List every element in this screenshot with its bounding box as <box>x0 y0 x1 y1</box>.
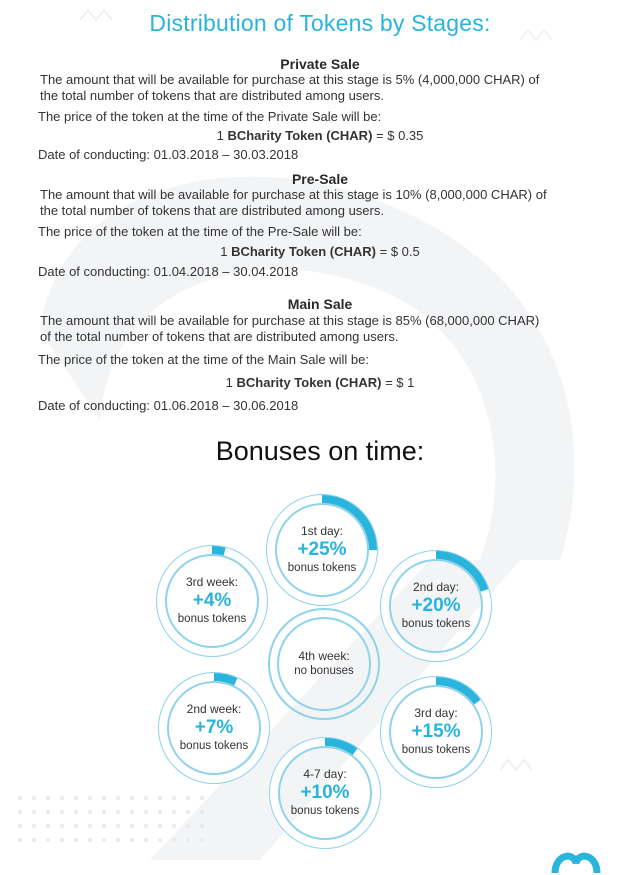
decorative-dot <box>144 824 148 828</box>
price-intro-pre-sale: The price of the token at the time of the Pre-Sale will be: <box>38 224 362 239</box>
decorative-dot <box>172 838 176 842</box>
bonus-period: 1st day: <box>300 524 344 538</box>
bonus-percent: +15% <box>411 721 461 742</box>
bonus-period: 4th week: <box>298 649 350 663</box>
amount-line: the total number of tokens that are distributed among users. <box>40 87 384 103</box>
decorative-dot <box>102 824 106 828</box>
bonus-period: 2nd week: <box>186 702 242 716</box>
date-pre-sale: Date of conducting: 01.04.2018 – 30.04.2018 <box>38 264 299 279</box>
price-private-sale <box>0 128 640 143</box>
bonus-label: bonus tokens <box>177 613 247 625</box>
decorative-dot <box>186 838 190 842</box>
bonus-section-title: Bonuses on time: <box>215 436 425 466</box>
decorative-dot <box>46 824 50 828</box>
decorative-dot <box>32 838 36 842</box>
decorative-dot <box>158 824 162 828</box>
amount-line: The amount that will be available for purchase at this stage is 85% (68,000,000 CHAR) <box>40 313 540 328</box>
page-title: Distribution of Tokens by Stages: <box>149 10 491 36</box>
decorative-dot <box>144 810 148 814</box>
date-main-sale: Date of conducting: 01.06.2018 – 30.06.2018 <box>38 398 299 413</box>
decorative-dot <box>116 824 120 828</box>
amount-line: the total number of tokens that are distributed among users. <box>40 202 384 218</box>
stage-amount-pre-sale <box>40 187 620 218</box>
decorative-dot <box>186 796 190 800</box>
decorative-dot <box>60 796 64 800</box>
price-intro-main-sale: The price of the token at the time of the Main Sale will be: <box>38 352 369 367</box>
amount-line: The amount that will be available for purchase at this stage is 10% (8,000,000 CHAR) of <box>40 187 547 202</box>
bonus-label: bonus tokens <box>290 805 360 817</box>
decorative-dot <box>46 838 50 842</box>
bonus-circle-3rd-day <box>376 672 496 792</box>
price-main-sale <box>0 375 640 390</box>
decorative-dot <box>130 796 134 800</box>
bonus-circle-2nd-day <box>376 546 496 666</box>
decorative-dot <box>32 824 36 828</box>
decorative-dot <box>88 810 92 814</box>
bonus-circle-4-7-day <box>265 733 385 853</box>
bonus-percent: +7% <box>194 717 234 738</box>
decorative-dot <box>46 796 50 800</box>
bonus-circle-2nd-week <box>154 668 274 788</box>
token-name: BCharity Token (CHAR) <box>227 128 373 143</box>
corner-logo-icon <box>551 845 601 875</box>
decorative-dot <box>18 796 22 800</box>
bonus-period: 3rd day: <box>414 706 458 720</box>
decorative-dot <box>102 796 106 800</box>
decorative-dot <box>158 838 162 842</box>
decorative-dot <box>144 838 148 842</box>
token-name: BCharity Token (CHAR) <box>231 244 377 259</box>
price-prefix: 1 <box>225 375 233 390</box>
decorative-dot <box>158 810 162 814</box>
decorative-dot <box>74 824 78 828</box>
amount-line: of the total number of tokens that are distributed among users. <box>40 328 399 344</box>
bonus-label: bonus tokens <box>179 740 249 752</box>
decorative-dot <box>186 824 190 828</box>
token-name: BCharity Token (CHAR) <box>236 375 382 390</box>
decorative-dot <box>18 810 22 814</box>
decorative-dot <box>32 796 36 800</box>
decorative-dot <box>60 838 64 842</box>
bonus-percent: +4% <box>192 590 232 611</box>
price-prefix: 1 <box>220 244 228 259</box>
bonus-percent: +25% <box>297 539 347 560</box>
bonus-label: bonus tokens <box>401 744 471 756</box>
decorative-dot <box>116 810 120 814</box>
decorative-dot <box>18 838 22 842</box>
decorative-dot <box>60 810 64 814</box>
bonus-period: 2nd day: <box>412 580 460 594</box>
bonus-circle-3rd-week <box>152 541 272 661</box>
decorative-dot <box>200 838 204 842</box>
decorative-dot <box>102 810 106 814</box>
decorative-dot <box>116 796 120 800</box>
decorative-dot <box>116 838 120 842</box>
bonus-percent: +10% <box>300 782 350 803</box>
decorative-dot <box>88 796 92 800</box>
decorative-dot <box>158 796 162 800</box>
date-private-sale: Date of conducting: 01.03.2018 – 30.03.2018 <box>38 147 299 162</box>
bonus-period: 3rd week: <box>185 575 239 589</box>
decorative-dot <box>200 796 204 800</box>
bonus-circle-1st-day <box>262 490 382 610</box>
price-value: = $ 1 <box>385 375 415 390</box>
decorative-dot <box>130 810 134 814</box>
decorative-dot <box>88 824 92 828</box>
decorative-dot <box>172 824 176 828</box>
stage-heading-main-sale: Main Sale <box>287 296 353 312</box>
decorative-dot <box>18 824 22 828</box>
decorative-dot <box>74 838 78 842</box>
decorative-dot <box>200 824 204 828</box>
bonus-label: bonus tokens <box>401 618 471 630</box>
price-value: = $ 0.5 <box>379 244 420 259</box>
stage-heading-private-sale: Private Sale <box>280 56 360 72</box>
decorative-dot <box>200 810 204 814</box>
decorative-dot <box>172 796 176 800</box>
price-intro-private-sale: The price of the token at the time of the Private Sale will be: <box>38 109 382 124</box>
bonus-percent: +20% <box>411 595 461 616</box>
decorative-dot <box>130 824 134 828</box>
price-value: = $ 0.35 <box>376 128 424 143</box>
decorative-dot <box>102 838 106 842</box>
bonus-period: 4-7 day: <box>303 767 347 781</box>
decorative-dot <box>32 810 36 814</box>
decorative-dot <box>186 810 190 814</box>
decorative-dot <box>88 838 92 842</box>
price-prefix: 1 <box>216 128 224 143</box>
bonus-label: bonus tokens <box>287 562 357 574</box>
stage-amount-main-sale <box>40 313 620 344</box>
amount-line: The amount that will be available for purchase at this stage is 5% (4,000,000 CHAR) of <box>40 72 540 87</box>
decorative-dot <box>46 810 50 814</box>
bonus-circle-4th-week <box>264 604 384 724</box>
stage-heading-pre-sale: Pre-Sale <box>291 171 349 187</box>
stage-amount-private-sale <box>40 72 620 103</box>
decorative-dot <box>144 796 148 800</box>
bonus-label: no bonuses <box>294 665 354 677</box>
decorative-dot <box>172 810 176 814</box>
decorative-dot <box>130 838 134 842</box>
decorative-dot <box>74 810 78 814</box>
decorative-dot <box>74 796 78 800</box>
decorative-dot <box>60 824 64 828</box>
price-pre-sale <box>0 244 640 259</box>
